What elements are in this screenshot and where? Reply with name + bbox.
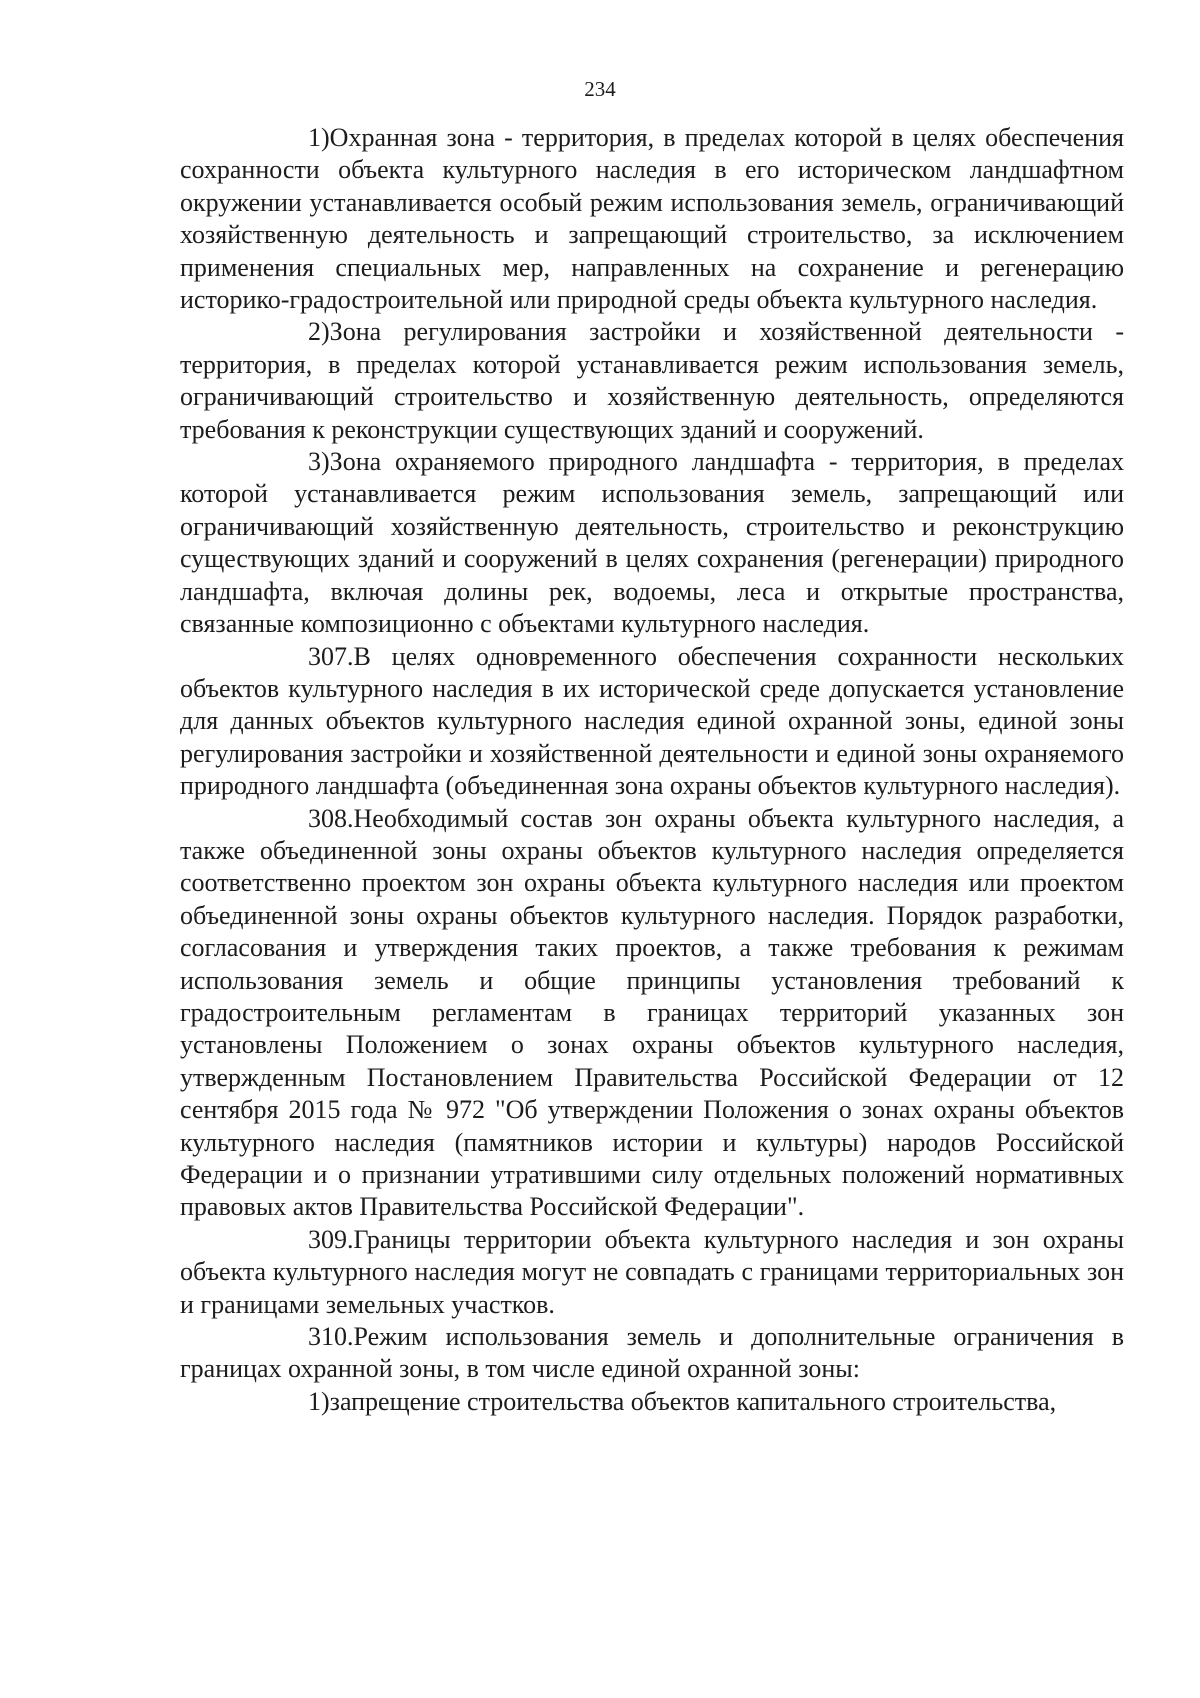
paragraph-text: Режим использования земель и дополнительные ограничения в границах охранной зоны, в том числе единой охранной зоны: (180, 1322, 1124, 1384)
paragraph-text: В целях одновременного обеспечения сохранности нескольких объектов культурного наследия в их исторической среде допускается установление для данных объектов культурного наследия единой охранной зоны, единой зоны регулирования застройки и хозяйственной деятельности и единой зоны охраняемого природного ландшафта (объединенная зона охраны объектов культурного наследия). (180, 641, 1124, 801)
paragraph-310 (180, 1321, 1124, 1386)
paragraph-number: 2) (308, 317, 330, 347)
paragraph-text: Зона охраняемого природного ландшафта - территория, в пределах которой устанавливается режим использования земель, запрещающий или ограничивающий хозяйственную деятельность, строительство и реконструкцию существующих зданий и сооружений в целях сохранения (регенерации) природного ландшафта, включая долины рек, водоемы, леса и открытые пространства, связанные композиционно с объектами культурного наследия. (180, 447, 1124, 639)
paragraph-text: запрещение строительства объектов капитального строительства, (329, 1386, 1057, 1416)
paragraph-308 (180, 803, 1124, 1224)
paragraph-310-item-1 (180, 1386, 1124, 1418)
page-number: 234 (584, 77, 616, 101)
paragraph-number: 307. (308, 641, 354, 671)
document-body (180, 122, 1124, 1418)
paragraph-zone-3 (180, 446, 1124, 640)
paragraph-text: Охранная зона - территория, в пределах которой в целях обеспечения сохранности объекта культурного наследия в его историческом ландшафтном окружении устанавливается особый режим использования земель, ограничивающий хозяйственную деятельность и запрещающий строительство, за исключением применения специальных мер, направленных на сохранение и регенерацию историко-градостроительной или природной среды объекта культурного наследия. (180, 123, 1124, 315)
paragraph-309 (180, 1224, 1124, 1321)
paragraph-number: 3) (308, 447, 330, 477)
paragraph-number: 308. (308, 803, 354, 833)
paragraph-text: Границы территории объекта культурного наследия и зон охраны объекта культурного наследия могут не совпадать с границами территориальных зон и границами земельных участков. (180, 1224, 1124, 1319)
paragraph-text: Зона регулирования застройки и хозяйственной деятельности - территория, в пределах которой устанавливается режим использования земель, ограничивающий строительство и хозяйственную деятельность, определяются требования к реконструкции существующих зданий и сооружений. (180, 317, 1124, 444)
paragraph-number: 1) (308, 1386, 330, 1416)
paragraph-text: Необходимый состав зон охраны объекта культурного наследия, а также объединенной зоны охраны объектов культурного наследия определяется соответственно проектом зон охраны объекта культурного наследия или проектом объединенной зоны охраны объектов культурного наследия. Порядок разработки, согласования и утверждения таких проектов, а также требования к режимам использования земель и общие принципы установления требований к градостроительным регламентам в границах территорий указанных зон установлены Положением о зонах охраны объектов культурного наследия, утвержденным Постановлением Правительства Российской Федерации от 12 сентября 2015 года № 972 "Об утверждении Положения о зонах охраны объектов культурного наследия (памятников истории и культуры) народов Российской Федерации и о признании утратившими силу отдельных положений нормативных правовых актов Правительства Российской Федерации". (180, 803, 1124, 1222)
paragraph-zone-2 (180, 316, 1124, 446)
paragraph-zone-1 (180, 122, 1124, 316)
paragraph-number: 1) (308, 123, 330, 152)
paragraph-number: 310. (308, 1322, 354, 1352)
paragraph-307 (180, 641, 1124, 803)
paragraph-number: 309. (308, 1224, 354, 1254)
